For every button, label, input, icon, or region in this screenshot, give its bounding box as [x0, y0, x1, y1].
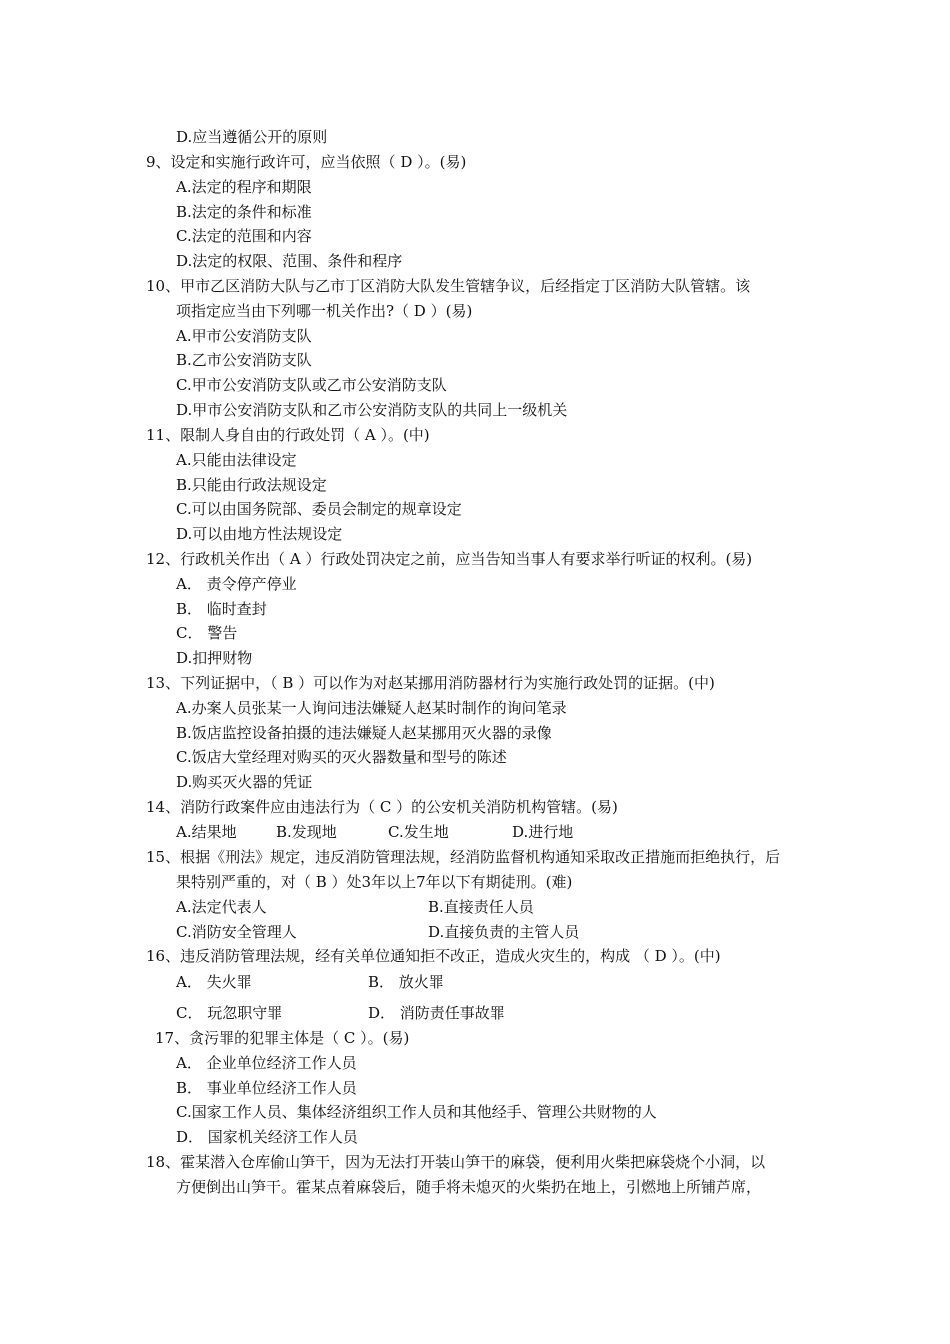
option-line: A.只能由法律设定	[176, 451, 297, 469]
option-line: B.只能由行政法规设定	[176, 476, 327, 494]
option-line: A.法定的程序和期限	[176, 178, 312, 196]
option-b: B． 放火罪	[368, 973, 444, 991]
option-d: D.直接负责的主管人员	[428, 923, 580, 941]
option-line: C.饭店大堂经理对购买的灭火器数量和型号的陈述	[176, 748, 507, 766]
question-stem: 13、下列证据中，（ B ）可以作为对赵某挪用消防器材行为实施行政处罚的证据。(中)	[146, 674, 715, 692]
option-c: C.发生地	[388, 823, 449, 841]
question-stem: 15、根据《刑法》规定，违反消防管理法规，经消防监督机构通知采取改正措施而拒绝执行，后	[146, 848, 781, 866]
option-line: B.乙市公安消防支队	[176, 351, 312, 369]
option-c: C． 玩忽职守罪	[176, 1004, 283, 1022]
option-line: C.甲市公安消防支队或乙市公安消防支队	[176, 376, 447, 394]
option-b: B.发现地	[276, 823, 337, 841]
option-line: D.扣押财物	[176, 649, 253, 667]
option-line: B.法定的条件和标准	[176, 203, 312, 221]
question-stem: 10、甲市乙区消防大队与乙市丁区消防大队发生管辖争议，后经指定丁区消防大队管辖。该	[146, 277, 751, 295]
option-line: A.办案人员张某一人询问违法嫌疑人赵某时制作的询问笔录	[176, 699, 567, 717]
question-stem: 14、消防行政案件应由违法行为（ C ）的公安机关消防机构管辖。(易)	[146, 798, 618, 816]
option-line: D.可以由地方性法规设定	[176, 525, 343, 543]
option-line: C． 警告	[176, 624, 238, 642]
option-line: A． 责令停产停业	[176, 575, 297, 593]
question-stem: 18、霍某潜入仓库偷山笋干，因为无法打开装山笋干的麻袋，便利用火柴把麻袋烧个小洞，以	[146, 1153, 766, 1171]
option-line: C.可以由国务院部、委员会制定的规章设定	[176, 500, 462, 518]
question-stem: 16、违反消防管理法规，经有关单位通知拒不改正，造成火灾生的，构成 （ D ）。(中)	[146, 947, 721, 965]
option-line: B． 事业单位经济工作人员	[176, 1079, 357, 1097]
question-stem: 9、设定和实施行政许可，应当依照（ D ）。(易)	[146, 153, 467, 171]
option-a: A.法定代表人	[176, 898, 267, 916]
option-line: D.法定的权限、范围、条件和程序	[176, 252, 403, 270]
question-stem: 17、贪污罪的犯罪主体是（ C ）。(易)	[155, 1029, 410, 1047]
option-line: D.购买灭火器的凭证	[176, 773, 313, 791]
option-a: A.结果地	[176, 823, 237, 841]
option-line: A． 企业单位经济工作人员	[176, 1054, 357, 1072]
question-stem: 11、限制人身自由的行政处罚（ A ）。(中)	[146, 426, 430, 444]
question-stem-cont: 项指定应当由下列哪一机关作出?（ D ）(易)	[176, 302, 473, 320]
option-line: C.法定的范围和内容	[176, 227, 312, 245]
option-line: B.饭店监控设备拍摄的违法嫌疑人赵某挪用灭火器的录像	[176, 724, 552, 742]
option-line: C.国家工作人员、集体经济组织工作人员和其他经手、管理公共财物的人	[176, 1103, 657, 1121]
option-a: A． 失火罪	[176, 973, 252, 991]
option-d: D． 消防责任事故罪	[368, 1004, 505, 1022]
option-d: D.进行地	[512, 823, 574, 841]
question-stem-cont: 方便倒出山笋干。霍某点着麻袋后，随手将未熄灭的火柴扔在地上，引燃地上所铺芦席，	[176, 1178, 762, 1196]
option-line: A.甲市公安消防支队	[176, 327, 312, 345]
text-line: D.应当遵循公开的原则	[176, 128, 328, 146]
question-stem: 12、行政机关作出（ A ）行政处罚决定之前，应当告知当事人有要求举行听证的权利。(易)	[146, 550, 753, 568]
question-stem-cont: 果特别严重的，对（ B ）处3年以上7年以下有期徒刑。(难)	[176, 873, 573, 891]
option-line: D． 国家机关经济工作人员	[176, 1128, 358, 1146]
option-line: B． 临时查封	[176, 600, 267, 618]
option-b: B.直接责任人员	[428, 898, 534, 916]
option-line: D.甲市公安消防支队和乙市公安消防支队的共同上一级机关	[176, 401, 568, 419]
option-c: C.消防安全管理人	[176, 923, 297, 941]
